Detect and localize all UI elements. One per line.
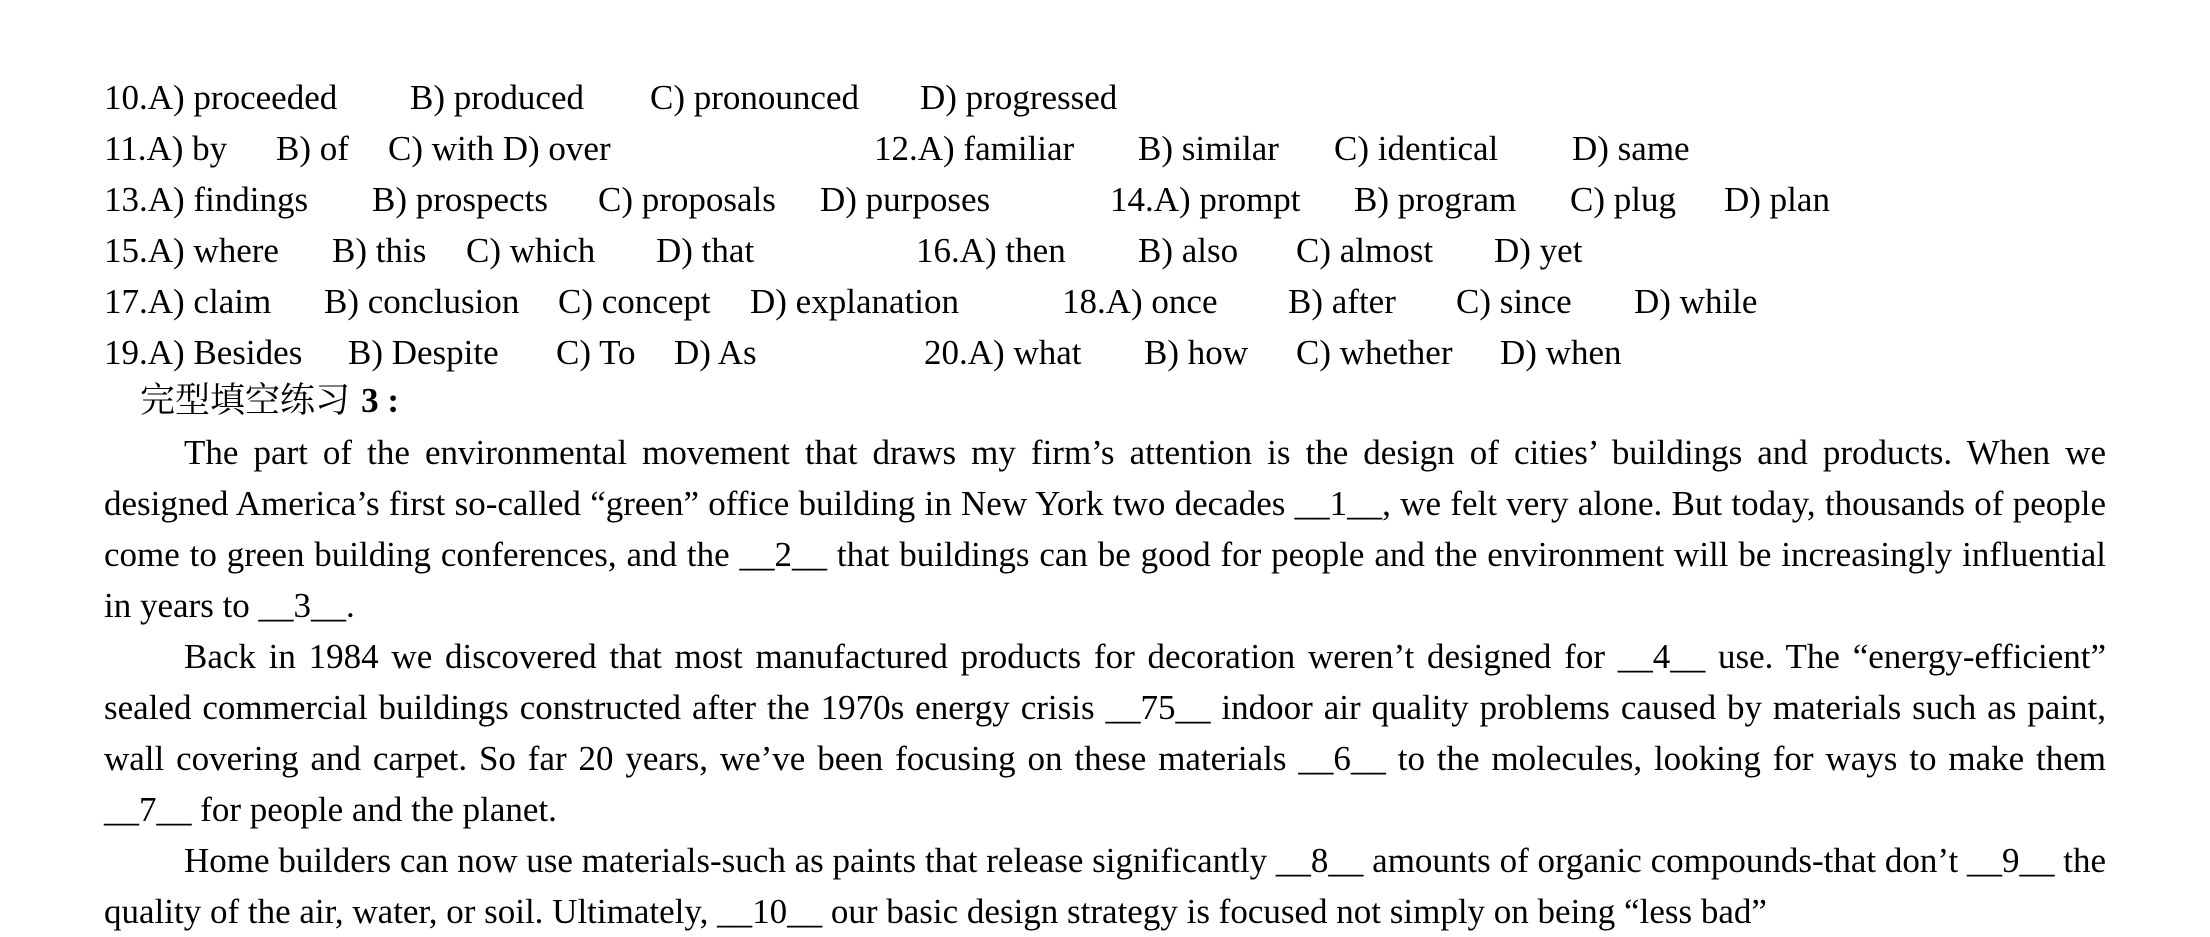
option-10c: C) pronounced <box>650 78 859 117</box>
option-14c: C) plug <box>1570 180 1676 219</box>
option-19d: D) As <box>674 333 757 372</box>
option-18c: C) since <box>1456 282 1572 321</box>
option-18a: 18.A) once <box>1062 282 1218 321</box>
option-10d: D) progressed <box>920 78 1118 117</box>
option-20d: D) when <box>1500 333 1622 372</box>
section-heading-number: 3 : <box>361 381 400 420</box>
option-16b: B) also <box>1138 231 1239 270</box>
option-20a: 20.A) what <box>924 333 1082 372</box>
option-15a: 15.A) where <box>104 231 279 270</box>
option-19c: C) To <box>556 333 636 372</box>
option-17a: 17.A) claim <box>104 282 272 321</box>
option-11cd: C) with D) over <box>388 129 611 168</box>
option-11b: B) of <box>276 129 349 168</box>
option-14d: D) plan <box>1724 180 1830 219</box>
option-16d: D) yet <box>1494 231 1583 270</box>
option-14a: 14.A) prompt <box>1110 180 1301 219</box>
option-12c: C) identical <box>1334 129 1499 168</box>
section-heading <box>140 376 399 426</box>
paragraph-1: The part of the environmental movement that draws my firm’s attention is the design of cities’ buildings and products. When we designed America’s first so-called “green” office building in New York two decades __1__, we felt very alone. But today, thousands of people come to green building conferences, and the __2__ that buildings can be good for people and the environment will be increasingly influential in years to __3__. <box>104 433 2106 625</box>
option-13b: B) prospects <box>372 180 548 219</box>
option-16a: 16.A) then <box>916 231 1066 270</box>
option-20b: B) how <box>1144 333 1249 372</box>
option-15d: D) that <box>656 231 755 270</box>
option-16c: C) almost <box>1296 231 1434 270</box>
section-heading-label: 完型填空练习 <box>140 381 351 421</box>
option-14b: B) program <box>1354 180 1517 219</box>
option-20c: C) whether <box>1296 333 1453 372</box>
option-13d: D) purposes <box>820 180 991 219</box>
option-12a: 12.A) familiar <box>874 129 1075 168</box>
option-19b: B) Despite <box>348 333 499 372</box>
option-13a: 13.A) findings <box>104 180 309 219</box>
option-12b: B) similar <box>1138 129 1279 168</box>
option-17c: C) concept <box>558 282 711 321</box>
option-10b: B) produced <box>410 78 584 117</box>
option-17d: D) explanation <box>750 282 959 321</box>
option-12d: D) same <box>1572 129 1690 168</box>
option-13c: C) proposals <box>598 180 776 219</box>
option-10a: 10.A) proceeded <box>104 78 338 117</box>
paragraph-2: Back in 1984 we discovered that most manufactured products for decoration weren’t designed for __4__ use. The “energy-efficient” sealed commercial buildings constructed after the 1970s energy crisis __75__ indoor air quality problems caused by materials such as paint, wall covering and carpet. So far 20 years, we’ve been focusing on these materials __6__ to the molecules, looking for ways to make them __7__ for people and the planet. <box>104 637 2106 829</box>
paragraph-3: Home builders can now use materials-such as paints that release significantly __8__ amounts of organic compounds-that don’t __9__ the quality of the air, water, or soil. Ultimately, __10__ our basic design strategy is focused not simply on being “less bad” <box>104 841 2106 931</box>
option-18b: B) after <box>1288 282 1396 321</box>
option-15b: B) this <box>332 231 427 270</box>
option-11a: 11.A) by <box>104 129 228 168</box>
option-15c: C) which <box>466 231 596 270</box>
option-18d: D) while <box>1634 282 1758 321</box>
option-17b: B) conclusion <box>324 282 520 321</box>
option-19a: 19.A) Besides <box>104 333 303 372</box>
